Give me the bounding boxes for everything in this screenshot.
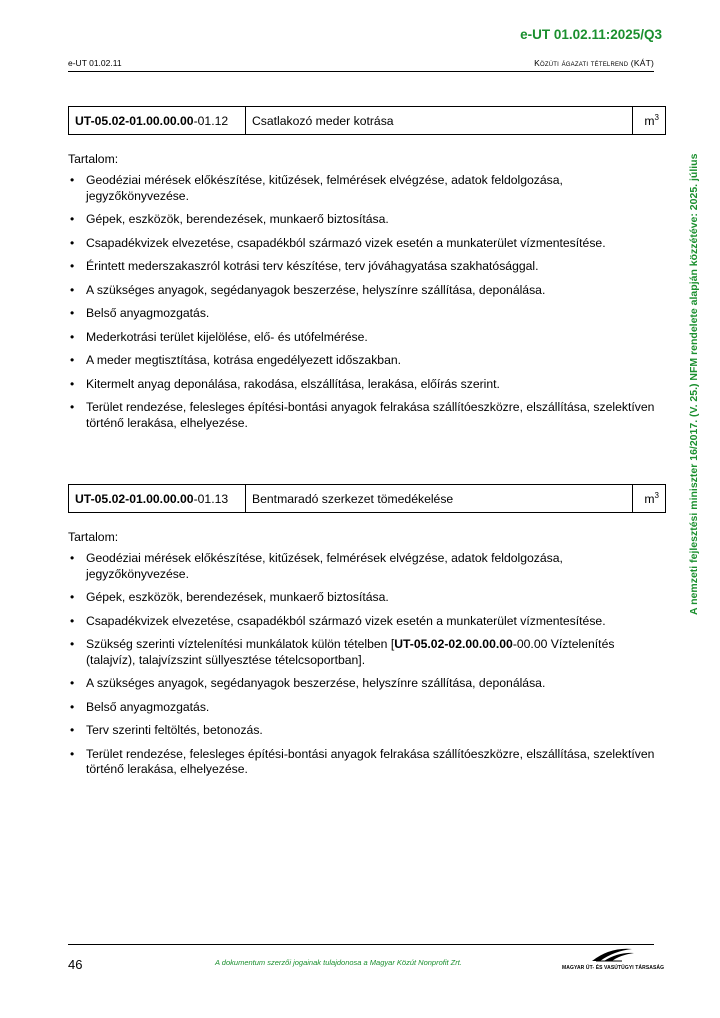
side-publication-note: A nemzeti fejlesztési miniszter 16/2017. (V. 25.) NFM rendelete alapján közzétéve: 2025. július — [688, 153, 700, 615]
list-item: • Belső anyagmozgatás. — [70, 306, 210, 320]
bullet-icon: • — [70, 353, 75, 367]
content-label: Tartalom: — [68, 530, 119, 544]
list-item: • Belső anyagmozgatás. — [70, 699, 210, 714]
list-item: • Érintett mederszakaszról kotrási terv készítése, terv jóváhagyatása szakhatósággal. — [70, 259, 539, 273]
bullet-icon: • — [70, 637, 75, 651]
item-header-table — [68, 484, 666, 513]
running-header — [68, 58, 654, 72]
list-item: • Geodéziai mérések előkészítése, kitűzések, felmérések elvégzése, adatok feldolgozása, jegyzőkönyvezése. — [70, 551, 563, 581]
list-item: • Gépek, eszközök, berendezések, munkaerő biztosítása. — [70, 590, 389, 604]
bullet-icon: • — [70, 590, 75, 604]
list-item: • Mederkotrási terület kijelölése, elő- és utófelmérése. — [70, 329, 368, 344]
bullet-icon: • — [70, 613, 75, 628]
content-list — [68, 173, 666, 431]
list-item: • Terület rendezése, felesleges építési-bontási anyagok felrakása szállítóeszközre, elszállítása, szelektíven történő lerakása, elhelyezése. — [70, 400, 655, 430]
bullet-icon: • — [70, 306, 75, 320]
item-header-table — [68, 106, 666, 135]
bullet-icon: • — [70, 551, 75, 565]
item-title: Csatlakozó meder kotrása — [246, 107, 633, 135]
list-item: • Terv szerinti feltöltés, betonozás. — [70, 723, 263, 737]
bullet-icon: • — [70, 259, 75, 273]
list-item: • Geodéziai mérések előkészítése, kitűzések, felmérések elvégzése, adatok feldolgozása, jegyzőkönyvezése. — [70, 173, 563, 203]
list-item: • Kitermelt anyag deponálása, rakodása, elszállítása, lerakása, előírás szerint. — [70, 376, 500, 391]
copyright-note: A dokumentum szerzői jogainak tulajdonosa a Magyar Közút Nonprofit Zrt. — [215, 958, 462, 967]
bullet-icon: • — [70, 235, 75, 250]
item-unit: $m^3$ — [633, 485, 666, 513]
item-code: UT-05.02-01.00.00.00-01.12 — [69, 107, 246, 135]
content-label: Tartalom: — [68, 152, 119, 166]
document-id: e-UT 01.02.11:2025/Q3 — [520, 27, 662, 42]
item-code: UT-05.02-01.00.00.00-01.13 — [69, 485, 246, 513]
road-logo-icon — [562, 945, 654, 965]
bullet-icon: • — [70, 676, 75, 690]
item-title: Bentmaradó szerkezet tömedékelése — [246, 485, 633, 513]
content-list — [68, 551, 666, 778]
item-block-01-12 — [68, 106, 666, 439]
bullet-icon: • — [70, 746, 75, 761]
running-header-right: Közúti ágazati tételrend (KÁT) — [534, 58, 654, 68]
bullet-icon: • — [70, 376, 75, 391]
list-item: • A meder megtisztítása, kotrása engedélyezett időszakban. — [70, 353, 402, 367]
page-number: 46 — [68, 957, 83, 972]
list-item: • A szükséges anyagok, segédanyagok beszerzése, helyszínre szállítása, deponálása. — [70, 676, 546, 690]
logo-text: MAGYAR ÚT- ÉS VASÚTÜGYI TÁRSASÁG — [562, 965, 665, 971]
running-header-left: e-UT 01.02.11 — [68, 58, 122, 68]
list-item: • Terület rendezése, felesleges építési-bontási anyagok felrakása szállítóeszközre, elszállítása, szelektíven történő lerakása, elhelyezése. — [70, 746, 655, 776]
item-block-01-13 — [68, 484, 666, 786]
bullet-icon: • — [70, 400, 75, 414]
list-item: • Szükség szerinti víztelenítési munkálatok külön tételben [UT-05.02-02.00.00.00-00.00 Víztelenítés (talajvíz), talajvízszint süllyesztése tételcsoportban]. — [70, 637, 615, 667]
list-item: • A szükséges anyagok, segédanyagok beszerzése, helyszínre szállítása, deponálása. — [70, 282, 546, 297]
item-unit: $m^3$ — [633, 107, 666, 135]
bullet-icon: • — [70, 212, 75, 226]
bullet-icon: • — [70, 329, 75, 344]
bullet-icon: • — [70, 173, 75, 187]
publisher-logo — [562, 945, 665, 971]
bullet-icon: • — [70, 723, 75, 737]
list-item: • Gépek, eszközök, berendezések, munkaerő biztosítása. — [70, 212, 389, 226]
list-item: • Csapadékvizek elvezetése, csapadékból származó vizek esetén a munkaterület vízmentesítése. — [70, 613, 606, 628]
bullet-icon: • — [70, 282, 75, 297]
list-item: • Csapadékvizek elvezetése, csapadékból származó vizek esetén a munkaterület vízmentesítése. — [70, 235, 606, 250]
bullet-icon: • — [70, 699, 75, 714]
